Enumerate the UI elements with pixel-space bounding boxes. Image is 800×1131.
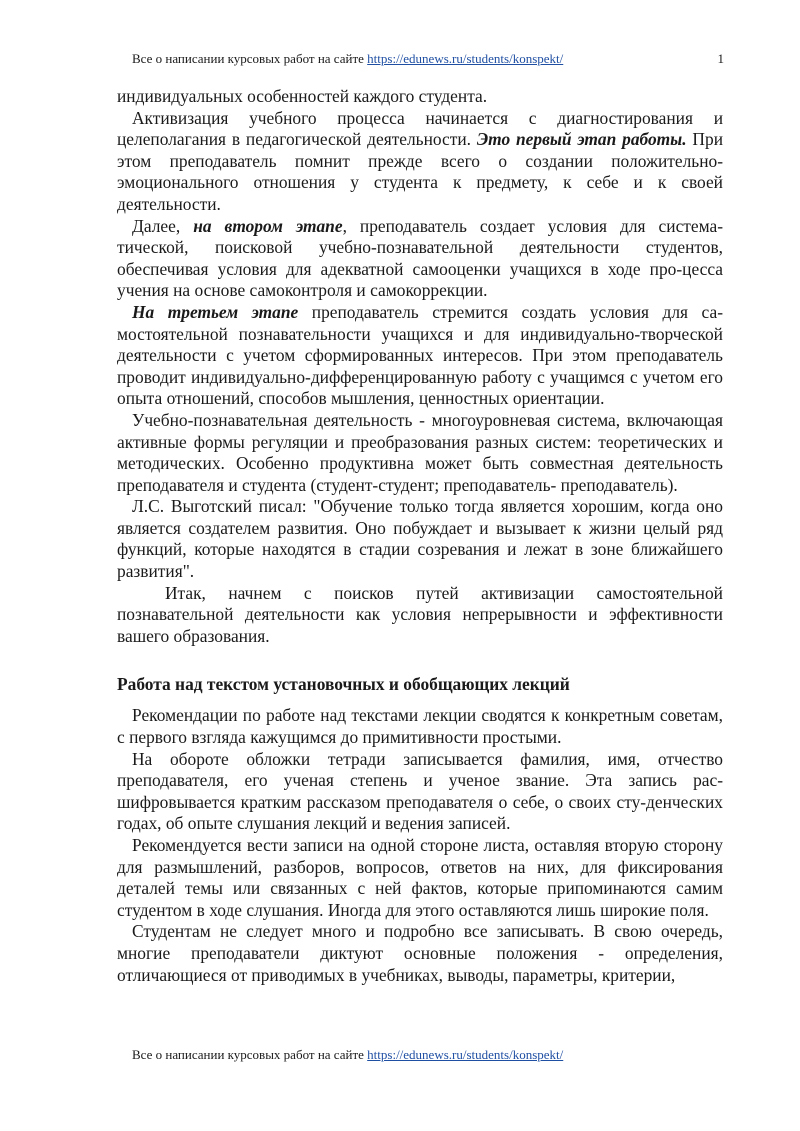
- section-heading: Работа над текстом установочных и обобщающих лекций: [117, 674, 570, 695]
- paragraph: Рекомендуется вести записи на одной стороне листа, оставляя вторую сторону для размышлений, разборов, вопросов, ответов на них, для фиксирования деталей темы или связанных с ней фактов, которые припоминаются самим студентом в ходе слушания. Иногда для этого оставляются лишь широкие поля.: [117, 835, 723, 920]
- page-header: [132, 51, 724, 67]
- paragraph: На обороте обложки тетради записывается фамилия, имя, отчество преподавателя, его ученая степень и ученое звание. Эта запись рас-шифровывается кратким рассказом преподавателя о себе, о своих сту-денческих годах, об опыте слушания лекций и ведения записей.: [117, 748, 723, 834]
- emphasis-text: Это первый этап работы.: [476, 129, 687, 150]
- header-link[interactable]: https://edunews.ru/students/konspekt/: [367, 51, 564, 66]
- footer-text: Все о написании курсовых работ на сайте: [132, 1047, 368, 1062]
- paragraph: Рекомендации по работе над текстами лекции сводятся к конкретным советам, с первого взгляда кажущимся до примитивности простыми.: [117, 705, 723, 748]
- paragraph: Далее, на втором этапе, преподаватель создает условия для система-тической, поисковой учебно-познавательной деятельности студентов, обеспечивая условия для адекватной самооценки учащихся в ходе про-цесса учения на основе самоконтроля и самокоррекции.: [117, 215, 724, 301]
- paragraph: Учебно-познавательная деятельность - многоуровневая система, включающая активные формы регуляции и преобразования разных систем: теоретических и методических. Особенно продуктивна может быть совместная деятельность преподавателя и студента (студент-студент; преподаватель- преподаватель).: [117, 409, 723, 495]
- emphasis-text: на втором этапе: [193, 215, 343, 236]
- paragraph: Активизация учебного процесса начинается с диагностирования и целеполагания в педагогической деятельности. Это первый этап работы. При этом преподаватель помнит прежде всего о создании положительно-эмоционального отношения у студента к предмету, к себе и к своей деятельности.: [117, 107, 723, 214]
- page-number: 1: [717, 51, 724, 66]
- paragraph: На третьем этапе преподаватель стремится создать условия для са-мостоятельной познавательности учащихся и для индивидуально-творческой деятельности с учетом сформированных интересов. При этом преподаватель проводит индивидуально-дифференцированную работу с учащимся с учетом его опыта отношений, способов мышления, ценностных ориентации.: [117, 301, 723, 409]
- footer-link[interactable]: https://edunews.ru/students/konspekt/: [367, 1047, 564, 1062]
- paragraph: Итак, начнем с поисков путей активизации самостоятельной познавательной деятельности как условия непрерывности и эффективности вашего образования.: [117, 582, 723, 646]
- header-text: Все о написании курсовых работ на сайте: [132, 51, 368, 66]
- document-body: [117, 86, 723, 986]
- paragraph: индивидуальных особенностей каждого студента.: [117, 86, 488, 106]
- page-footer: [132, 1047, 563, 1063]
- emphasis-text: На третьем этапе: [132, 301, 299, 322]
- paragraph: Студентам не следует много и подробно все записывать. В свою очередь, многие преподаватели диктуют основные положения - определения, отличающиеся от приводимых в учебниках, выводы, параметры, критерии,: [117, 921, 723, 985]
- paragraph: Л.С. Выготский писал: "Обучение только тогда является хорошим, когда оно является создателем развития. Оно побуждает и вызывает к жизни целый ряд функций, которые находятся в стадии созревания и лежат в зоне ближайшего развития".: [117, 496, 723, 582]
